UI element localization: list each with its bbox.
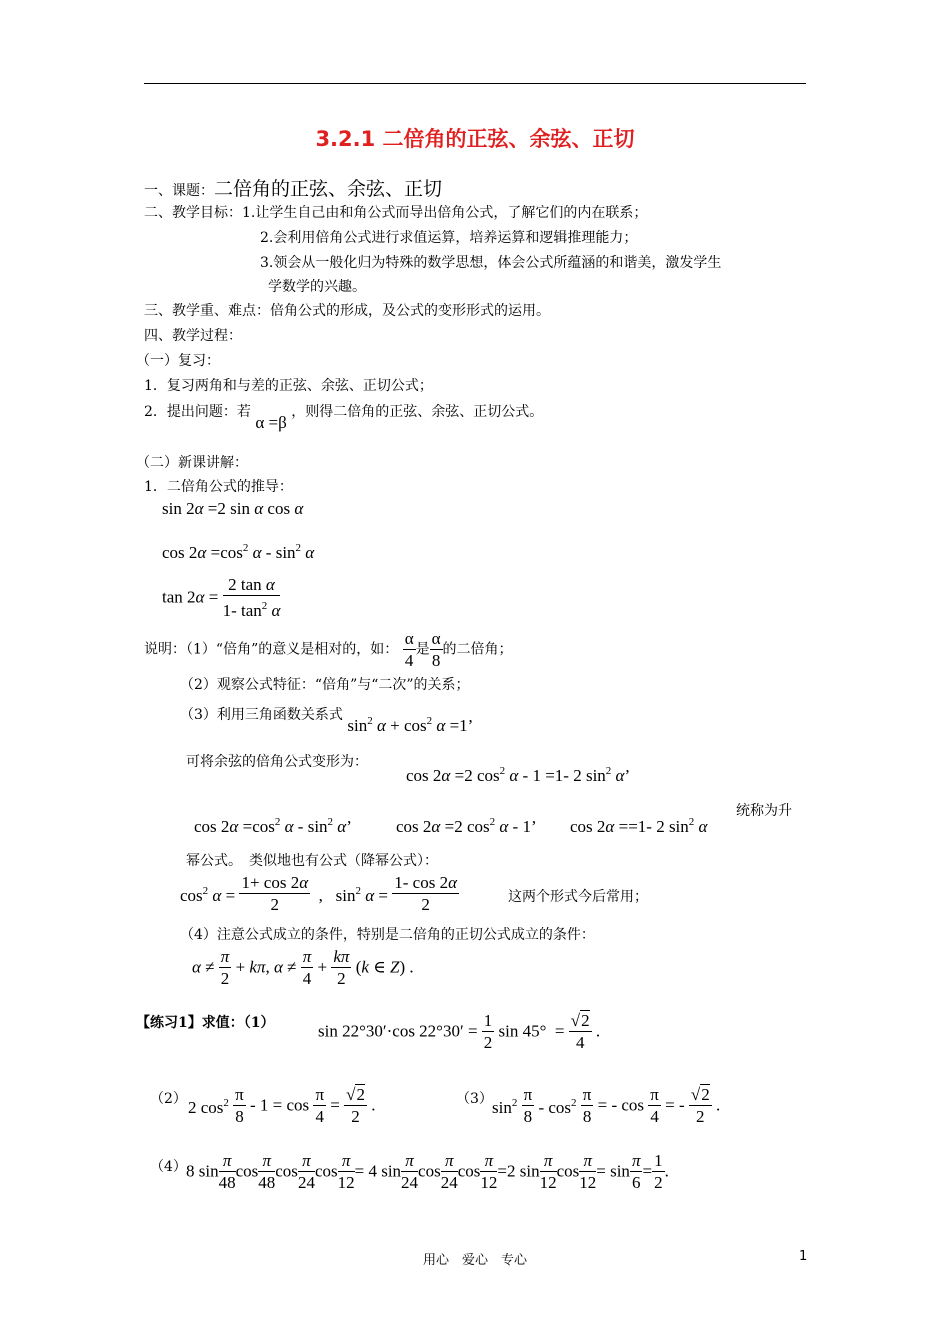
formula-lower-power: $\cos^2 \alpha$ = $\frac{1+ \cos 2\alpha}{2}$ , $\sin^2 \alpha$ = $\frac{1- \cos 2\alpha}{2}$ <box>180 873 458 914</box>
section-2-heading <box>144 204 647 222</box>
note-3-transform: 可将余弦的倍角公式变形为： <box>186 754 368 770</box>
exercise-1-label <box>136 1014 274 1032</box>
section-1-topic: 二倍角的正弦、余弦、正切 <box>214 178 443 200</box>
pi-over-8-a: $\frac{\pi}{8}$ <box>523 1085 533 1126</box>
formula-cos2a: $\cos 2\alpha =\cos^2$ α - $\sin^2 \alpha$ <box>162 542 315 562</box>
goal-1: 1.让学生自己由和角公式而导出倍角公式，了解它们的内在联系； <box>242 205 648 221</box>
exercise-1-part-2-label: （2） <box>150 1091 187 1107</box>
review-item-1: 1．复习两角和与差的正弦、余弦、正切公式； <box>144 378 433 394</box>
formula-tan2a: tan 2α = $\frac{\text{2 tan α}}{1- \tan^2 \alpha}$ <box>162 575 281 620</box>
cos-squared-fraction: $\frac{1+ \cos 2\alpha}{2}$ <box>241 873 309 914</box>
k-pi-over-2: $\frac{k\pi}{2}$ <box>333 947 350 988</box>
one-half: $\frac{1}{2}$ <box>483 1011 493 1052</box>
part-2-heading: （二）新课讲解： <box>136 455 248 471</box>
section-3: 三、教学重、难点：倍角公式的形成，及公式的变形形式的运用。 <box>144 303 550 319</box>
pi-over-4-b: $\frac{\pi}{4}$ <box>315 1085 325 1126</box>
exercise-1-part-3: $\sin^2$ $\frac{\pi}{8}$ - $\cos^2$ $\frac{\pi}{8}$ = - cos $\frac{\pi}{4}$ = - $\frac{√2}{2}$ . <box>492 1085 721 1126</box>
formula-cos2a-variants: cos 2α =2 $\cos^2 \alpha - 1 =1-$ 2 $\sin^2 \alpha$’ <box>406 765 631 785</box>
note-1 <box>144 628 513 671</box>
note-2: （2）观察公式特征：“倍角”与“二次”的关系； <box>180 677 470 693</box>
pythagorean-identity: $\sin^2 \alpha + \cos^2 \alpha =1$’ <box>347 715 474 735</box>
pi-over-8: $\frac{\pi}{8}$ <box>235 1085 244 1126</box>
sin-squared-fraction: $\frac{1- \cos 2\alpha}{2}$ <box>394 873 458 914</box>
note-3-lower-power: 幂公式。 类似地也有公式（降幂公式）： <box>186 853 438 869</box>
sqrt2-over-2-b: $\frac{√2}{2}$ <box>690 1085 710 1126</box>
goal-2: 2.会利用倍角公式进行求值运算，培养运算和逻辑推理能力； <box>260 230 638 246</box>
page-number: 1 <box>799 1249 808 1264</box>
pi-over-4: $\frac{\pi}{4}$ <box>302 947 312 988</box>
note-1-is: 是 <box>415 641 430 658</box>
note-3-text: （3）利用三角函数关系式 <box>180 707 343 723</box>
pi-over-2: $\frac{\pi}{2}$ <box>220 947 230 988</box>
note-1-tail: 的二倍角； <box>442 641 513 658</box>
pi-over-4-c: $\frac{\pi}{4}$ <box>650 1085 659 1126</box>
part-1-heading: （一）复习： <box>136 353 220 369</box>
sqrt2-over-2: $\frac{√2}{2}$ <box>346 1085 365 1126</box>
goal-3-continued: 学数学的兴趣。 <box>268 279 366 295</box>
exercise-1-part-4: 8 sin $\frac{\pi}{48}$ cos $\frac{\pi}{48}$ cos $\frac{\pi}{24}$ cos $\frac{\pi}{12}$ = 4 sin $\frac{\pi}{24}$ cos $\frac{\pi}{24}$ cos $\frac{\pi}{12}$ =2 sin $\frac{\pi}{12}$ cos $\frac{\pi}{12}$ = sin $\frac{\pi}{6}$ = $\frac{1}{2}$ . <box>186 1151 669 1192</box>
note-3-common: 这两个形式今后常用； <box>508 889 648 905</box>
exercise-1-text: 【练习1】求值：（1） <box>136 1015 275 1031</box>
note-3 <box>180 700 474 735</box>
section-4: 四、教学过程： <box>144 328 242 344</box>
tan-condition: α ≠ $\frac{\pi}{2}$ + kπ, α ≠ $\frac{\pi}{4}$ + $\frac{k\pi}{2}$ (k ∈ Z) . <box>192 947 414 988</box>
alpha-equals-beta: α =β <box>255 413 287 432</box>
tan2a-fraction: $\frac{\text{2 tan α}}{1- \tan^2 \alpha}$ <box>222 575 281 620</box>
review-item-2 <box>144 402 544 432</box>
section-2-prefix: 二、教学目标： <box>144 205 242 221</box>
note-1-text: 说明：（1）“倍角”的意义是相对的，如： <box>144 641 399 658</box>
review-item-2-text: 2．提出问题：若 <box>144 404 251 420</box>
formula-sin2a: sin 2α =2 sin α cos α <box>162 499 304 518</box>
alpha-over-4: $\frac{\alpha}{4}$ <box>404 629 414 670</box>
review-item-2-tail: ，则得二倍角的正弦、余弦、正切公式。 <box>291 404 544 420</box>
note-4: （4）注意公式成立的条件，特别是二倍角的正切公式成立的条件： <box>180 927 595 943</box>
alpha-over-8: $\frac{\alpha}{8}$ <box>431 629 441 670</box>
exercise-1-part-1: sin 22°30′·cos 22°30′ = $\frac{1}{2}$ sin 45° = $\frac{√2}{4}$ . <box>318 1011 601 1052</box>
formula-raise-power-3: cos 2α ==1- 2 $\sin^2 \alpha$ <box>570 816 708 836</box>
note-3-collective: 统称为升 <box>736 803 792 819</box>
goal-3: 3.领会从一般化归为特殊的数学思想，体会公式所蕴涵的和谐美，激发学生 <box>260 255 722 271</box>
derivation-heading: 1．二倍角公式的推导： <box>144 479 293 495</box>
section-1 <box>144 180 442 200</box>
sqrt2-over-4: $\frac{√2}{4}$ <box>570 1011 590 1052</box>
formula-raise-power-1: $\cos 2\alpha =\cos^2$ α - $\sin^2 \alpha$’ <box>194 816 352 836</box>
pi-over-8-b: $\frac{\pi}{8}$ <box>582 1085 592 1126</box>
page-footer: 用心 爱心 专心 <box>422 1253 527 1268</box>
exercise-1-part-4-label: （4） <box>150 1159 187 1175</box>
formula-raise-power-2: cos 2α =2 $\cos^2 \alpha - 1$’ <box>396 816 537 836</box>
header-rule <box>144 83 806 84</box>
page-title: 3.2.1 二倍角的正弦、余弦、正切 <box>315 127 635 151</box>
exercise-1-part-2: 2 $\cos^2$ $\frac{\pi}{8}$ - 1 = cos $\frac{\pi}{4}$ = $\frac{√2}{2}$ . <box>188 1085 376 1126</box>
section-1-prefix: 一、课题： <box>144 183 214 199</box>
exercise-1-part-3-label: （3） <box>456 1091 493 1107</box>
